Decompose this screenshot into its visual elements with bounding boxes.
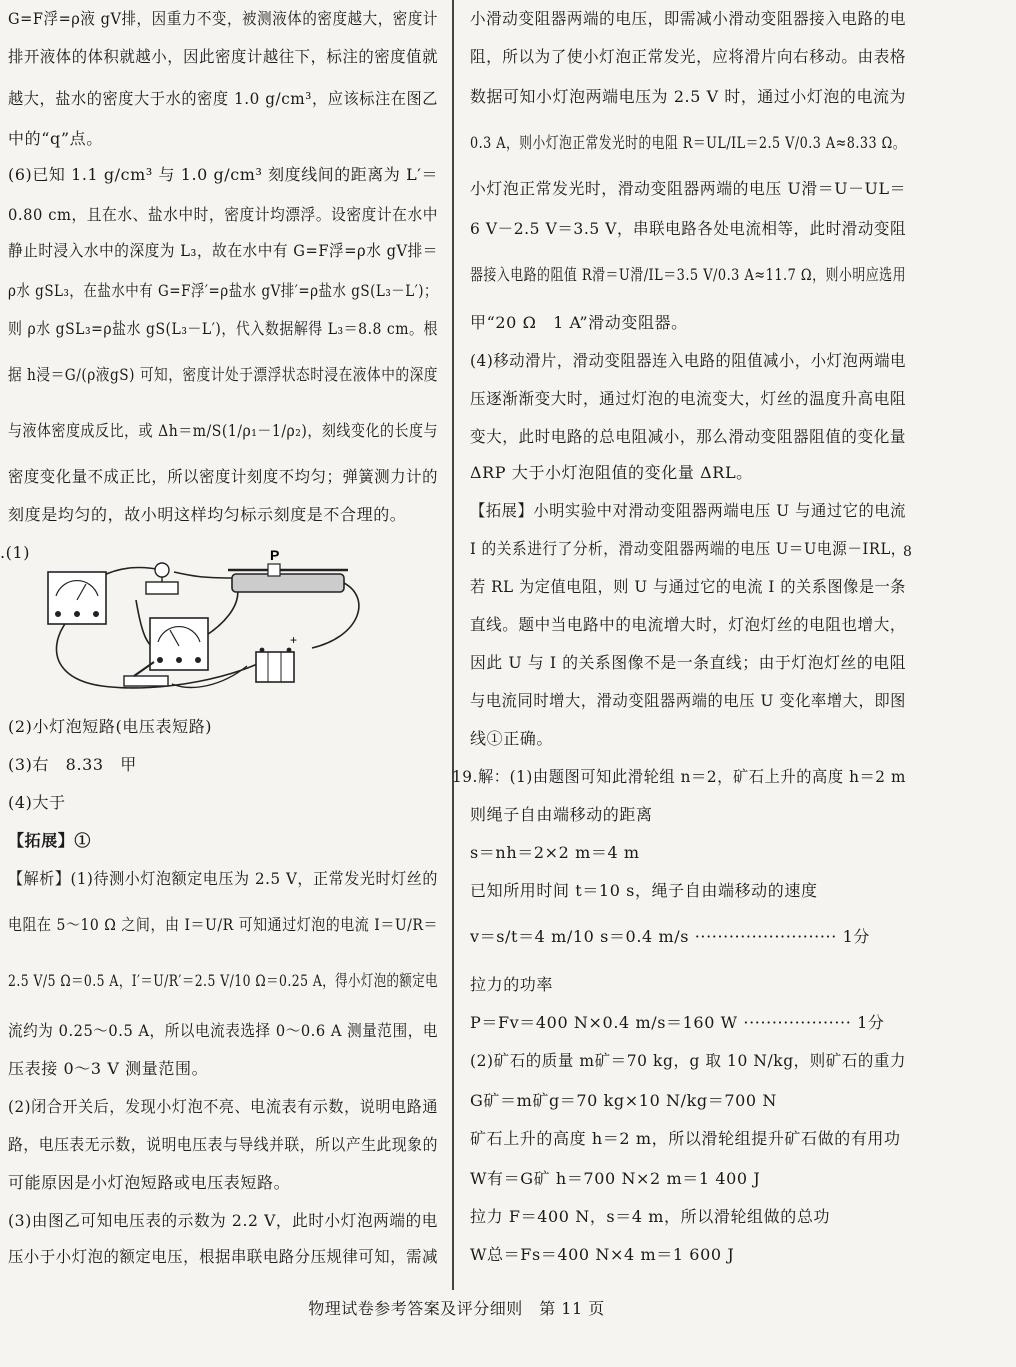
text-line: 流约为 0.25～0.5 A，所以电流表选择 0～0.6 A 测量范围，电 [8, 1021, 438, 1040]
text-line: 直线。题中当电路中的电流增大时，灯泡灯丝的电阻也增大， [470, 615, 906, 634]
text-line: 小灯泡正常发光时，滑动变阻器两端的电压 U滑＝U－UL＝ [470, 179, 906, 198]
text-line: 矿石上升的高度 h＝2 m，所以滑轮组提升矿石做的有用功 [470, 1129, 901, 1148]
text-line: 已知所用时间 t＝10 s，绳子自由端移动的速度 [470, 881, 818, 900]
text-line: 数据可知小灯泡两端电压为 2.5 V 时，通过小灯泡的电流为 [470, 87, 906, 106]
text-line: 甲“20 Ω 1 A”滑动变阻器。 [470, 313, 688, 332]
text-line: 阻，所以为了使小灯泡正常发光，应将滑片向右移动。由表格 [470, 47, 906, 66]
text-line: (4)大于 [8, 793, 66, 812]
text-line: 【解析】(1)待测小灯泡额定电压为 2.5 V，正常发光时灯丝的 [8, 869, 438, 888]
lamp-holder-icon [146, 582, 178, 594]
text-line: (2)小灯泡短路(电压表短路) [8, 717, 213, 736]
column-divider [452, 0, 454, 1290]
text-line: 密度变化量不成正比，所以密度计刻度不均匀；弹簧测力计的 [8, 467, 438, 486]
text-line: 0.80 cm，且在水、盐水中时，密度计均漂浮。设密度计在水中 [8, 205, 438, 224]
text-line: G=F浮=ρ液 gV排，因重力不变，被测液体的密度越大，密度计 [8, 9, 438, 28]
text-line: 因此 U 与 I 的关系图像不是一条直线；由于灯泡灯丝的电阻 [470, 653, 906, 672]
text-line: 电阻在 5～10 Ω 之间，由 I＝U/R 可知通过灯泡的电流 I＝U/R＝ [8, 915, 438, 934]
text-line: P＝Fv＝400 N×0.4 m/s＝160 W ··················· 1分 [470, 1013, 885, 1032]
text-line: 2.5 V/5 Ω＝0.5 A，I′＝U/R′＝2.5 V/10 Ω＝0.25 A，得小灯泡的额定电 [8, 971, 438, 990]
text-line: (6)已知 1.1 g/cm³ 与 1.0 g/cm³ 刻度线间的距离为 L′＝ [8, 165, 438, 184]
edge-mark: 8 [903, 544, 912, 560]
text-line: I 的关系进行了分析，滑动变阻器两端的电压 U＝U电源－IRL， [470, 539, 906, 558]
question-number: .(1) [0, 543, 31, 562]
page-footer: 物理试卷参考答案及评分细则 第 11 页 [308, 1299, 605, 1318]
text-line: 可能原因是小灯泡短路或电压表短路。 [8, 1173, 291, 1192]
text-line: 据 h浸＝G/(ρ液gS) 可知，密度计处于漂浮状态时浸在液体中的深度 [8, 365, 438, 384]
rheostat-icon [232, 574, 344, 592]
text-line: 压小于小灯泡的额定电压，根据串联电路分压规律可知，需减 [8, 1247, 438, 1266]
battery-plus-sign: + [290, 633, 298, 647]
text-line: 中的“q”点。 [8, 129, 103, 148]
text-line: (2)矿石的质量 m矿＝70 kg，g 取 10 N/kg，则矿石的重力 [470, 1051, 906, 1070]
text-line: v＝s/t＝4 m/10 s＝0.4 m/s ························· 1分 [470, 927, 870, 946]
text-line: (3)由图乙可知电压表的示数为 2.2 V，此时小灯泡两端的电 [8, 1211, 438, 1230]
text-line: 刻度是均匀的，故小明这样均匀标示刻度是不合理的。 [8, 505, 407, 524]
text-line: 【拓展】小明实验中对滑动变阻器两端电压 U 与通过它的电流 [470, 501, 906, 520]
text-line: 19.解：(1)由题图可知此滑轮组 n＝2，矿石上升的高度 h＝2 m [452, 767, 906, 786]
text-line: 则 ρ水 gSL₃=ρ盐水 gS(L₃－L′)，代入数据解得 L₃＝8.8 cm。根 [8, 319, 438, 338]
text-line: W有＝G矿 h＝700 N×2 m＝1 400 J [470, 1169, 761, 1188]
switch-icon [124, 676, 168, 686]
text-line: (2)闭合开关后，发现小灯泡不亮、电流表有示数，说明电路通 [8, 1097, 438, 1116]
text-line: 拉力 F＝400 N，s＝4 m，所以滑轮组做的总功 [470, 1207, 831, 1226]
text-line: ΔRP 大于小灯泡阻值的变化量 ΔRL。 [470, 463, 753, 482]
text-line: (4)移动滑片，滑动变阻器连入电路的阻值减小，小灯泡两端电 [470, 351, 906, 370]
battery-icon [256, 652, 294, 682]
text-line: 压逐渐渐变大时，通过灯泡的电流变大，灯丝的温度升高电阻 [470, 389, 906, 408]
text-line: 变大，此时电路的总电阻减小，那么滑动变阻器阻值的变化量 [470, 427, 906, 446]
text-line: 器接入电路的阻值 R滑＝U滑/IL＝3.5 V/0.3 A≈11.7 Ω，则小明应选用 [470, 265, 906, 284]
text-line: 拉力的功率 [470, 975, 554, 994]
text-line: 与液体密度成反比，或 Δh＝m/S(1/ρ₁－1/ρ₂)，刻线变化的长度与 [8, 421, 438, 440]
circuit-diagram [42, 547, 392, 696]
text-line: 6 V－2.5 V＝3.5 V，串联电路各处电流相等，此时滑动变阻 [470, 219, 906, 238]
text-line: 小滑动变阻器两端的电压，即需减小滑动变阻器接入电路的电 [470, 9, 906, 28]
text-line: 与电流同时增大，滑动变阻器两端的电压 U 变化率增大，即图 [470, 691, 906, 710]
text-line: 静止时浸入水中的深度为 L₃，故在水中有 G=F浮=ρ水 gV排＝ [8, 241, 438, 260]
slider-label-p: P [270, 547, 280, 563]
text-line: (3)右 8.33 甲 [8, 755, 137, 774]
text-line: 路，电压表无示数，说明电压表与导线并联，所以产生此现象的 [8, 1135, 438, 1154]
text-line: ρ水 gSL₃，在盐水中有 G=F浮′=ρ盐水 gV排′=ρ盐水 gS(L₃－L′)； [8, 281, 438, 300]
text-line: 【拓展】① [8, 831, 92, 850]
text-line: 压表接 0～3 V 测量范围。 [8, 1059, 209, 1078]
text-line: 则绳子自由端移动的距离 [470, 805, 653, 824]
text-line: 排开液体的体积就越小，因此密度计越往下，标注的密度值就 [8, 47, 438, 66]
text-line: 0.3 A，则小灯泡正常发光时的电阻 R＝UL/IL＝2.5 V/0.3 A≈8.33 Ω。 [470, 133, 906, 152]
lamp-icon [155, 563, 169, 577]
text-line: s＝nh＝2×2 m＝4 m [470, 843, 640, 862]
text-line: G矿＝m矿g＝70 kg×10 N/kg＝700 N [470, 1091, 777, 1110]
text-line: 线①正确。 [470, 729, 554, 748]
text-line: W总＝Fs＝400 N×4 m＝1 600 J [470, 1245, 735, 1264]
text-line: 若 RL 为定值电阻，则 U 与通过它的电流 I 的关系图像是一条 [470, 577, 906, 596]
text-line: 越大，盐水的密度大于水的密度 1.0 g/cm³，应该标注在图乙 [8, 89, 438, 108]
